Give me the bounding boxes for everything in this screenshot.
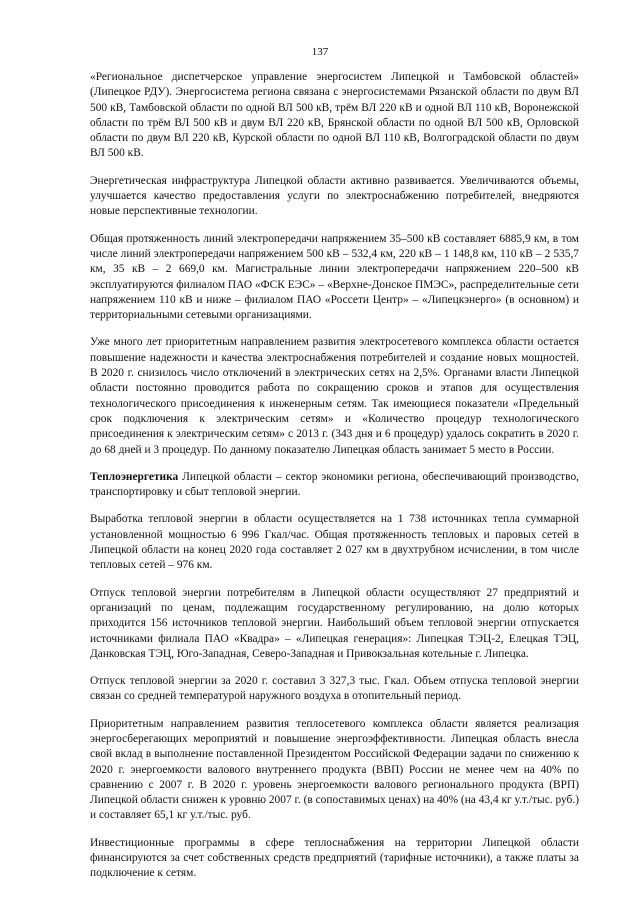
paragraph-investment: Инвестиционные программы в сфере теплоснабжения на территории Липецкой области финансируются за счет собственных средств предприятий (тарифные источники), а также платы за подключение к сетям. [90,836,579,880]
paragraph-infrastructure: Энергетическая инфраструктура Липецкой области активно развивается. Увеличиваются объемы, улучшается качество предоставления услуги по электроснабжению потребителей, внедряются новые перспективные технологии. [90,174,579,218]
paragraph-grid-priority: Уже много лет приоритетным направлением развития электросетевого комплекса области остается повышение надежности и качества электроснабжения потребителей и создание новых мощностей. В 2020 г. снизилось число отключений в электрических сетях на 2,5%. Органами власти Липецкой области постоянно проводится работа по сокращению сроков и этапов для осуществления технологического присоединения к инженерным сетям. Так имеющиеся показатели «Предельный срок подключения к электрическим сетям» и «Количество процедур технологического присоединения к электрическим сетям» с 2013 г. (343 дня и 6 процедур) удалось сократить в 2020 г. до 68 дней и 3 процедур. По данному показателю Липецкая область занимает 5 место в России. [90,336,579,456]
paragraph-heat-volume: Отпуск тепловой энергии за 2020 г. составил 3 327,3 тыс. Гкал. Объем отпуска тепловой энергии связан со средней температурой наружного воздуха в отопительный период. [90,675,579,703]
heat-energy-definition: Липецкой области – сектор экономики региона, обеспечивающий производство, транспортировку и сбыт тепловой энергии. [90,470,579,499]
paragraph-dispatch: «Региональное диспетчерское управление энергосистем Липецкой и Тамбовской областей» (Липецкое РДУ). Энергосистема региона связана с энергосистемами Рязанской области по двум ВЛ 500 кВ, Тамбовской области по одной ВЛ 500 кВ, трём ВЛ 220 кВ и одной ВЛ 110 кВ, Воронежской области по трём ВЛ 500 кВ и двум ВЛ 220 кВ, Брянской области по одной ВЛ 500 кВ, Орловской области по двум ВЛ 220 кВ, Курской области по одной ВЛ 110 кВ, Волгоградской области по двум ВЛ 500 кВ. [90,71,579,160]
paragraph-heat-generation: Выработка тепловой энергии в области осуществляется на 1 738 источниках тепла суммарной установленной мощностью 6 996 Гкал/час. Общая протяженность тепловых и паровых сетей в Липецкой области на конец 2020 года составляет 2 027 км в двухтрубном исчислении, в том числе тепловых сетей – 976 км. [90,513,579,572]
paragraph-heat-supply: Отпуск тепловой энергии потребителям в Липецкой области осуществляют 27 предприятий и организаций по ценам, подлежащим государственному регулированию, на долю которых приходится 156 источников тепловой энергии. Наибольший объем тепловой энергии отпускается источниками филиала ПАО «Квадра» – «Липецкая генерация»: Липецкая ТЭЦ-2, Елецкая ТЭЦ, Данковская ТЭЦ, Юго-Западная, Северо-Западная и Привокзальная котельные г. Липецка. [90,586,579,660]
page-number: 137 [311,46,329,58]
paragraph-heat-energy [90,470,579,501]
paragraph-energy-efficiency: Приоритетным направлением развития теплосетевого комплекса области является реализация энергосберегающих мероприятий и повышение энергоэффективности. Липецкая область внесла свой вклад в выполнение поставленной Президентом Российской Федерации задачи по снижению к 2020 г. энергоемкости валового внутреннего продукта (ВВП) России не менее чем на 40% по сравнению с 2007 г. В 2020 г. уровень энергоемкости валового регионального продукта (ВРП) Липецкой области снижен к уровню 2007 г. (в сопоставимых ценах) на 40% (на 43,4 кг у.т./тыс. руб.) и составляет 65,1 кг у.т./тыс. руб. [90,717,579,822]
paragraph-power-lines: Общая протяженность линий электропередачи напряжением 35–500 кВ составляет 6885,9 км, в том числе линий электропередачи напряжением 500 кВ – 532,4 км, 220 кВ – 1 148,8 км, 110 кВ – 2 535,7 км, 35 кВ – 2 669,0 км. Магистральные линии электропередачи напряжением 220–500 кВ эксплуатируются филиалом ПАО «ФСК ЕЭС» – «Верхне-Донское ПМЭС», распределительные сети напряжением 110 кВ и ниже – филиалом ПАО «Россети Центр» – «Липецкэнерго» (в основном) и территориальными сетевыми организациями. [90,232,579,322]
document-body [90,70,579,894]
heat-energy-term: Теплоэнергетика [90,470,179,483]
